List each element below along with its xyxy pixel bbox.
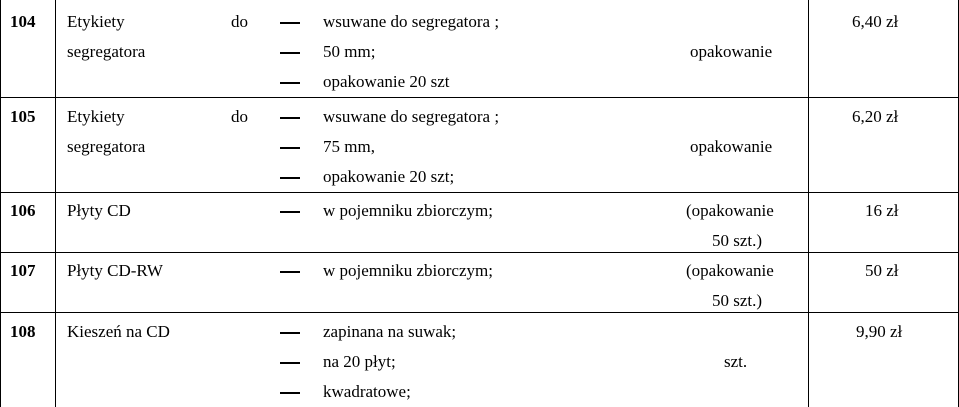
price: 6,40 zł	[852, 12, 899, 31]
column-divider	[55, 0, 56, 407]
dash-bullet-icon	[280, 177, 300, 179]
table-border-left	[0, 0, 1, 407]
unit-label: opakowanie	[690, 137, 773, 156]
dash-bullet-icon	[280, 52, 300, 54]
row-number: 108	[10, 322, 36, 341]
row-divider	[0, 97, 959, 98]
dash-bullet-icon	[280, 211, 300, 213]
dash-bullet-icon	[280, 362, 300, 364]
product-detail: w pojemniku zbiorczym;	[323, 261, 493, 280]
unit-label: (opakowanie	[686, 261, 774, 280]
unit-label: (opakowanie	[686, 201, 774, 220]
row-number: 104	[10, 12, 36, 31]
product-detail: wsuwane do segregatora ;	[323, 107, 500, 126]
row-divider	[0, 312, 959, 313]
product-detail: 75 mm,	[323, 137, 375, 156]
dash-bullet-icon	[280, 332, 300, 334]
row-number: 107	[10, 261, 36, 280]
dash-bullet-icon	[280, 117, 300, 119]
product-detail: opakowanie 20 szt	[323, 72, 450, 91]
product-name: Płyty CD-RW	[67, 261, 163, 280]
product-name: segregatora	[67, 137, 146, 156]
row-divider	[0, 192, 959, 193]
product-detail: 50 mm;	[323, 42, 376, 61]
row-number: 105	[10, 107, 36, 126]
unit-label: opakowanie	[690, 42, 773, 61]
dash-bullet-icon	[280, 22, 300, 24]
product-detail: w pojemniku zbiorczym;	[323, 201, 493, 220]
product-detail: na 20 płyt;	[323, 352, 396, 371]
product-detail: zapinana na suwak;	[323, 322, 457, 341]
product-detail: wsuwane do segregatora ;	[323, 12, 500, 31]
product-name: do	[231, 12, 248, 31]
unit-label: 50 szt.)	[712, 231, 763, 250]
price: 6,20 zł	[852, 107, 899, 126]
product-name: Płyty CD	[67, 201, 131, 220]
dash-bullet-icon	[280, 82, 300, 84]
product-name: Kieszeń na CD	[67, 322, 170, 341]
product-name: segregatora	[67, 42, 146, 61]
product-detail: opakowanie 20 szt;	[323, 167, 455, 186]
product-name: Etykiety	[67, 107, 125, 126]
product-name: do	[231, 107, 248, 126]
row-number: 106	[10, 201, 36, 220]
unit-label: szt.	[724, 352, 748, 371]
price: 16 zł	[865, 201, 899, 220]
dash-bullet-icon	[280, 147, 300, 149]
dash-bullet-icon	[280, 271, 300, 273]
column-divider	[808, 0, 809, 407]
product-name: Etykiety	[67, 12, 125, 31]
price: 9,90 zł	[856, 322, 903, 341]
product-detail: kwadratowe;	[323, 382, 411, 401]
unit-label: 50 szt.)	[712, 291, 763, 310]
dash-bullet-icon	[280, 392, 300, 394]
row-divider	[0, 252, 959, 253]
price: 50 zł	[865, 261, 899, 280]
